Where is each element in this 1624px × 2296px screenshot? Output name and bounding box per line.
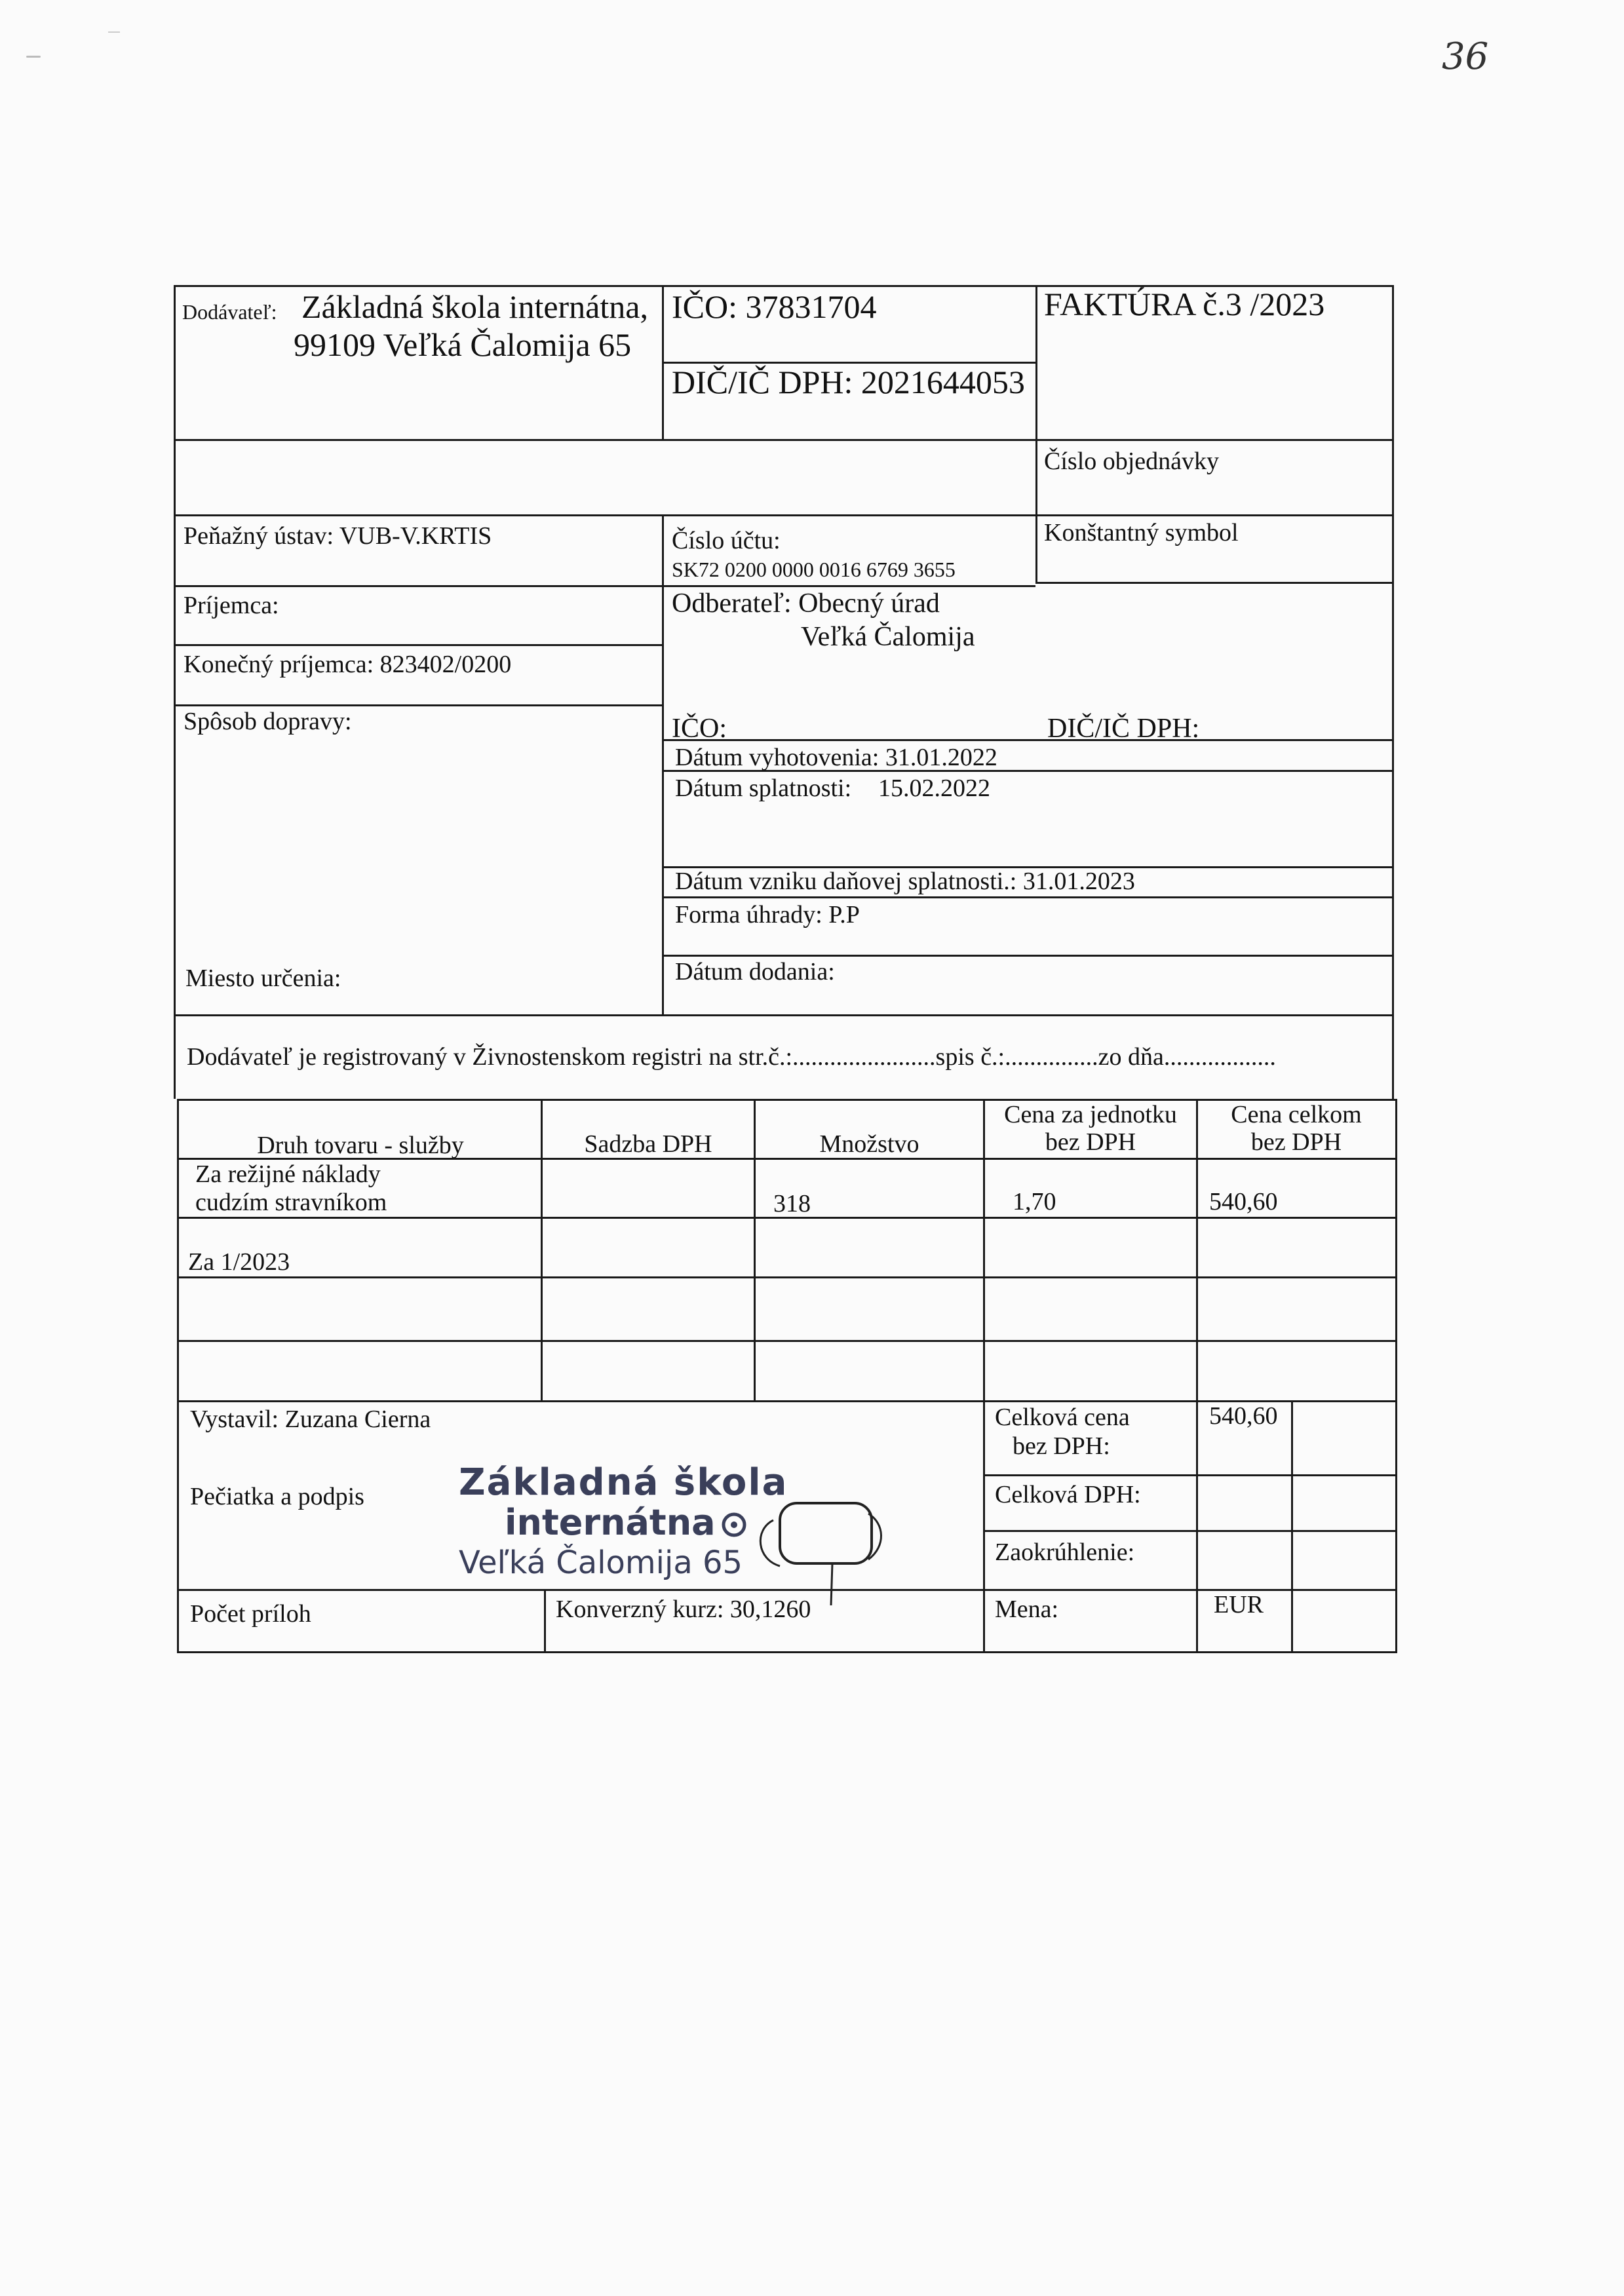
header-total-1: Cena celkom bbox=[1231, 1101, 1362, 1128]
stamp-label: Pečiatka a podpis bbox=[190, 1483, 364, 1510]
supplier-dic: DIČ/IČ DPH: 2021644053 bbox=[672, 364, 1025, 400]
final-recipient: Konečný príjemca: 823402/0200 bbox=[184, 651, 512, 678]
currency-label: Mena: bbox=[995, 1596, 1059, 1623]
supplier-label: Dodávateľ: bbox=[182, 300, 277, 324]
account-label: Číslo účtu: bbox=[672, 527, 781, 554]
exchange-rate: Konverzný kurz: 30,1260 bbox=[556, 1596, 811, 1623]
account-number: SK72 0200 0000 0016 6769 3655 bbox=[672, 558, 956, 581]
destination-label: Miesto určenia: bbox=[185, 965, 341, 992]
recipient-label: Príjemca: bbox=[184, 592, 279, 619]
total-label-2: bez DPH: bbox=[1013, 1432, 1110, 1460]
rounding-label: Zaokrúhlenie: bbox=[995, 1539, 1135, 1566]
item-desc-line1: Za 1/2023 bbox=[188, 1248, 290, 1276]
customer-dic-label: DIČ/IČ DPH: bbox=[1047, 714, 1200, 744]
customer-label: Odberateľ: Obecný úrad bbox=[672, 588, 940, 619]
supplier-name: Základná škola internátna, bbox=[301, 288, 648, 325]
transport-label: Spôsob dopravy: bbox=[184, 708, 352, 735]
total-value: 540,60 bbox=[1209, 1402, 1278, 1430]
header-unit-price-2: bez DPH bbox=[1045, 1128, 1136, 1156]
payment-form: Forma úhrady: P.P bbox=[675, 901, 860, 928]
header-total-2: bez DPH bbox=[1250, 1128, 1342, 1156]
invoice-title: FAKTÚRA č.3 /2023 bbox=[1044, 286, 1325, 322]
tax-date: Dátum vzniku daňovej splatnosti.: 31.01.2023 bbox=[675, 868, 1135, 895]
delivery-date: Dátum dodania: bbox=[675, 958, 835, 985]
header-vat-rate: Sadzba DPH bbox=[584, 1130, 712, 1158]
due-date-value: 15.02.2022 bbox=[878, 775, 990, 802]
stamp-line2: internátna bbox=[505, 1502, 716, 1543]
supplier-ico: IČO: 37831704 bbox=[672, 288, 877, 325]
registry-note: Dodávateľ je registrovaný v Živnostenskom registri na str.č.:.......................spis č.:...............zo dňa.................. bbox=[187, 1043, 1276, 1071]
issue-date: Dátum vyhotovenia: 31.01.2022 bbox=[675, 744, 997, 771]
total-label-1: Celková cena bbox=[995, 1404, 1130, 1431]
attachments-label: Počet príloh bbox=[190, 1600, 311, 1628]
customer-ico-label: IČO: bbox=[672, 714, 727, 744]
item-desc-line1: Za režijné náklady bbox=[195, 1160, 381, 1188]
vat-total-label: Celková DPH: bbox=[995, 1481, 1141, 1508]
item-desc-line2: cudzím stravníkom bbox=[195, 1189, 387, 1216]
page-number: 36 bbox=[1442, 35, 1489, 78]
header-goods: Druh tovaru - služby bbox=[257, 1132, 464, 1159]
currency-value: EUR bbox=[1214, 1591, 1264, 1618]
item-unit-price: 1,70 bbox=[1013, 1188, 1056, 1215]
order-number-label: Číslo objednávky bbox=[1044, 448, 1220, 475]
header-unit-price-1: Cena za jednotku bbox=[1004, 1101, 1177, 1128]
scan-mark bbox=[26, 56, 41, 58]
header-quantity: Množstvo bbox=[819, 1130, 919, 1158]
issued-by: Vystavil: Zuzana Cierna bbox=[190, 1406, 431, 1433]
customer-address: Veľká Čalomija bbox=[801, 622, 975, 652]
item-total: 540,60 bbox=[1209, 1188, 1278, 1215]
bank-institution: Peňažný ústav: VUB-V.KRTIS bbox=[184, 522, 492, 550]
stamp-line3: Veľká Čalomija 65 bbox=[459, 1544, 743, 1581]
scan-mark bbox=[108, 31, 120, 33]
constant-symbol-label: Konštantný symbol bbox=[1044, 519, 1239, 546]
stamp-line1: Základná škola bbox=[459, 1461, 788, 1504]
item-quantity: 318 bbox=[773, 1190, 811, 1217]
supplier-address: 99109 Veľká Čalomija 65 bbox=[294, 326, 632, 363]
signature-scribble bbox=[734, 1494, 891, 1612]
due-date-label: Dátum splatnosti: bbox=[675, 775, 852, 802]
